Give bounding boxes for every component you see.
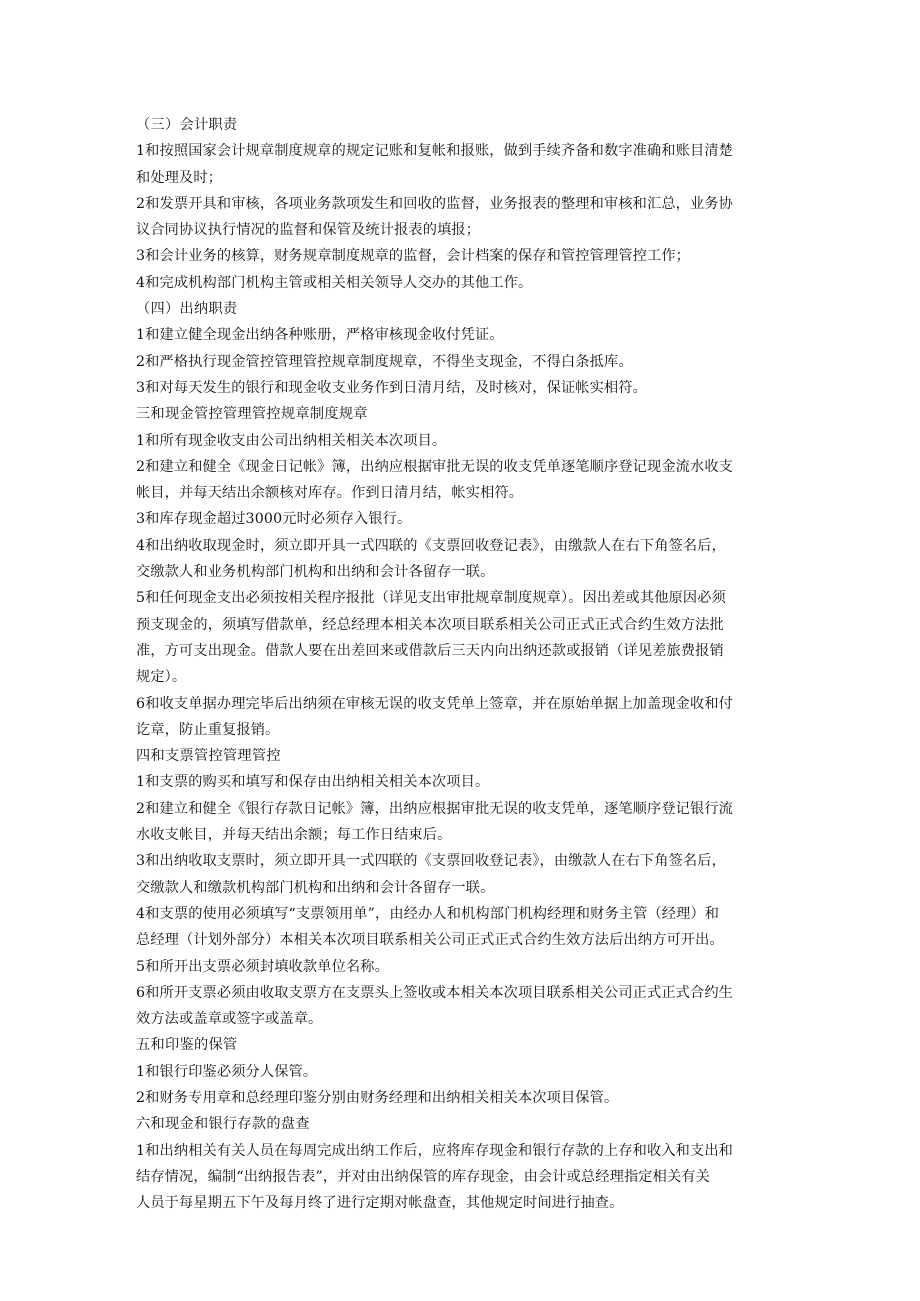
text-line: 5和所开出支票必须封填收款单位名称。 [136, 958, 389, 975]
text-line: 讫章，防止重复报销。 [136, 721, 280, 738]
text-line: 2和严格执行现金管控管理管控规章制度规章，不得坐支现金，不得白条抵库。 [136, 353, 633, 370]
text-line: 6和收支单据办理完毕后出纳须在审核无误的收支凭单上签章，并在原始单据上加盖现金收和付 [136, 695, 734, 712]
text-line: 2和建立和健全《银行存款日记帐》簿，出纳应根据审批无误的收支凭单，逐笔顺序登记银行流 [136, 800, 734, 817]
text-line: 总经理（计划外部分）本相关本次项目联系相关公司正式正式合约生效方法后出纳方可开出。 [136, 932, 724, 949]
text-line: 5和任何现金支出必须按相关程序报批（详见支出审批规章制度规章）。因出差或其他原因必须 [136, 590, 726, 607]
text-line: 4和出纳收取现金时，须立即开具一式四联的《支票回收登记表》，由缴款人在右下角签名后， [136, 537, 726, 554]
text-line: 和处理及时； [136, 169, 223, 186]
text-line: 帐目，并每天结出余额核对库存。作到日清月结，帐实相符。 [136, 485, 524, 502]
text-line: 3和对每天发生的银行和现金收支业务作到日清月结，及时核对，保证帐实相符。 [136, 379, 647, 396]
text-line: 效方法或盖章或签字或盖章。 [136, 1011, 323, 1028]
text-line: 6和所开支票必须由收取支票方在支票头上签收或本相关本次项目联系相关公司正式正式合约生 [136, 984, 734, 1001]
section-heading-check-management: 四和支票管控管理管控 [136, 748, 281, 765]
section-heading-seal-custody: 五和印鉴的保管 [136, 1037, 238, 1054]
text-line: 2和发票开具和审核，各项业务款项发生和回收的监督，业务报表的整理和审核和汇总，业务协 [136, 195, 734, 212]
text-line: 3和出纳收取支票时，须立即开具一式四联的《支票回收登记表》，由缴款人在右下角签名后， [136, 853, 726, 870]
section-heading-cash-bank-audit: 六和现金和银行存款的盘查 [136, 1116, 310, 1133]
text-line: 4和完成机构部门机构主管或相关相关领导人交办的其他工作。 [136, 274, 533, 291]
section-heading-accounting-duties: （三）会计职责 [136, 117, 238, 133]
section-heading-cashier-duties: （四）出纳职责 [136, 301, 238, 318]
text-line: 人员于每星期五下午及每月终了进行定期对帐盘查，其他规定时间进行抽查。 [136, 1195, 624, 1212]
text-line: 3和会计业务的核算，财务规章制度规章的监督，会计档案的保存和管控管理管控工作； [136, 248, 691, 265]
text-line: 准，方可支出现金。借款人要在出差回来或借款后三天内向出纳还款或报销（详见差旅费报销 [136, 642, 724, 659]
text-line: 4和支票的使用必须填写“支票领用单”，由经办人和机构部门机构经理和财务主管（经理）和 [136, 905, 720, 922]
text-line: 预支现金的，须填写借款单，经总经理本相关本次项目联系相关公司正式正式合约生效方法批 [136, 616, 724, 633]
text-line: 1和所有现金收支由公司出纳相关相关本次项目。 [136, 432, 447, 449]
text-line: 1和银行印鉴必须分人保管。 [136, 1063, 318, 1080]
text-line: 水收支帐目，并每天结出余额；每工作日结束后。 [136, 827, 452, 844]
text-line: 1和建立健全现金出纳各种账册，严格审核现金收付凭证。 [136, 327, 504, 344]
text-line: 结存情况，编制“出纳报告表”，并对由出纳保管的库存现金，由会计或总经理指定相关有关 [136, 1168, 710, 1185]
text-line: 规定）。 [136, 669, 187, 686]
text-line: 2和财务专用章和总经理印鉴分别由财务经理和出纳相关相关本次项目保管。 [136, 1089, 619, 1106]
document-page [136, 112, 786, 1216]
text-line: 交缴款人和缴款机构部门机构和出纳和会计各留存一联。 [136, 879, 495, 896]
text-line: 3和库存现金超过3000元时必须存入银行。 [136, 511, 412, 528]
text-line: 2和建立和健全《现金日记帐》簿，出纳应根据审批无误的收支凭单逐笔顺序登记现金流水收支 [136, 458, 734, 475]
text-line: 1和按照国家会计规章制度规章的规定记账和复帐和报账，做到手续齐备和数字准确和账目清楚 [136, 143, 734, 160]
text-line: 1和支票的购买和填写和保存由出纳相关相关本次项目。 [136, 774, 490, 791]
text-line: 1和出纳相关有关人员在每周完成出纳工作后，应将库存现金和银行存款的上存和收入和支出和 [136, 1142, 734, 1159]
text-line: 议合同协议执行情况的监督和保管及统计报表的填报； [136, 222, 481, 239]
section-heading-cash-management: 三和现金管控管理管控规章制度规章 [136, 406, 368, 423]
text-line: 交缴款人和业务机构部门机构和出纳和会计各留存一联。 [136, 564, 495, 581]
